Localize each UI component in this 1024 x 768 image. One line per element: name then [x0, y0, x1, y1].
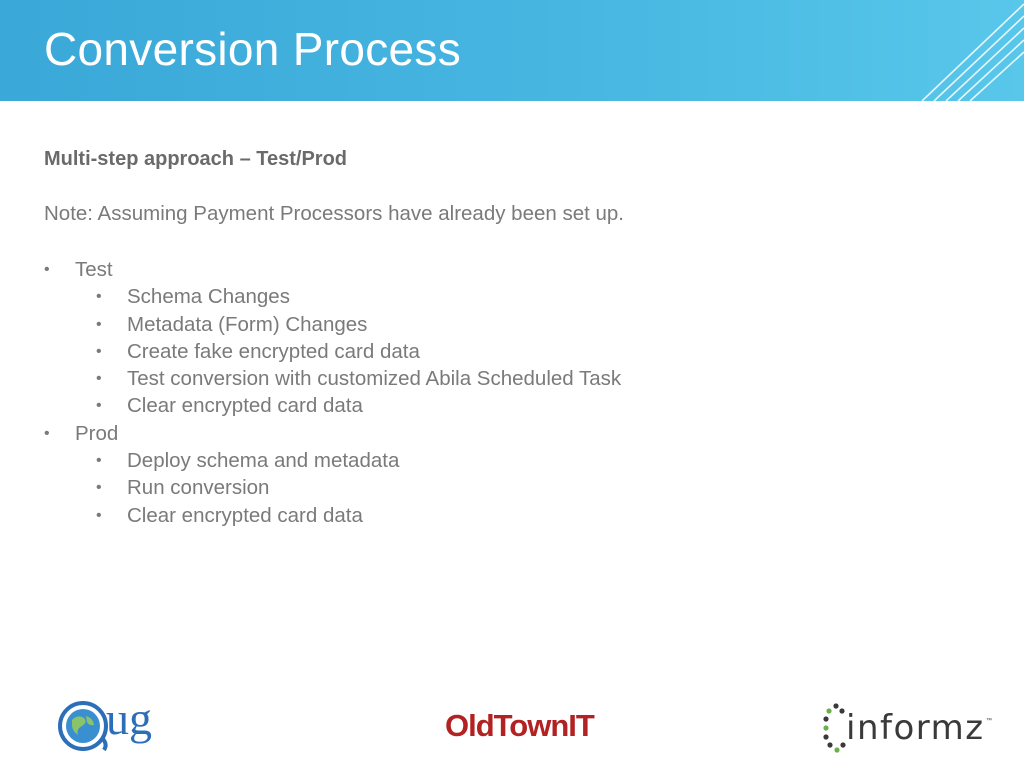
oldtown-logo-text: OldTownIT — [445, 708, 594, 743]
oug-logo — [58, 693, 168, 754]
list-item: • Create fake encrypted card data — [75, 338, 621, 365]
slide-subtitle: Multi-step approach – Test/Prod — [44, 148, 347, 170]
list-item: • Schema Changes — [75, 283, 621, 310]
oldtown-it-logo — [445, 708, 625, 748]
informz-logo-text: informz — [846, 708, 985, 748]
section-label: Prod — [75, 421, 119, 445]
informz-logo — [822, 700, 992, 756]
slide-note: Note: Assuming Payment Processors have already been set up. — [44, 202, 625, 225]
list-item: • Run conversion — [75, 474, 621, 501]
dots-icon — [822, 700, 848, 756]
section-label: Test — [75, 258, 113, 281]
list-item: • Metadata (Form) Changes — [75, 311, 621, 338]
sub-list — [75, 447, 621, 529]
list-item: • Clear encrypted card data — [75, 502, 621, 529]
sub-list — [75, 283, 621, 419]
section-test — [44, 256, 621, 420]
slide-title: Conversion Process — [44, 23, 462, 75]
trademark-mark: ™ — [986, 718, 992, 724]
oug-logo-text: ug — [106, 693, 152, 744]
list-item: • Deploy schema and metadata — [75, 447, 621, 474]
slide-header — [0, 0, 1024, 101]
globe-icon — [58, 698, 110, 754]
bullet-list — [44, 256, 621, 529]
decorative-stripes — [914, 0, 1024, 101]
list-item: • Test conversion with customized Abila Scheduled Task — [75, 365, 621, 392]
section-prod — [44, 420, 621, 529]
list-item: • Clear encrypted card data — [75, 392, 621, 419]
